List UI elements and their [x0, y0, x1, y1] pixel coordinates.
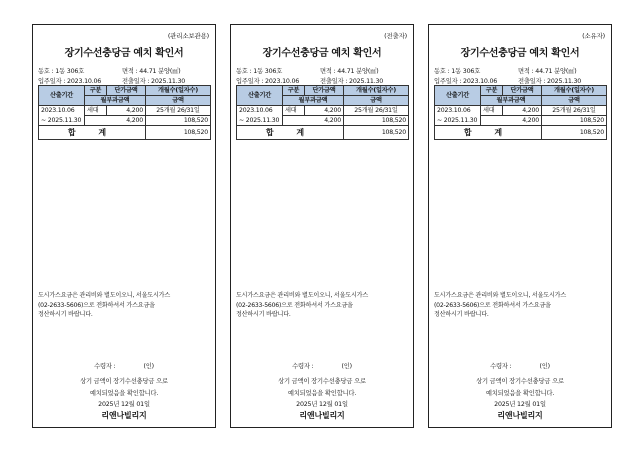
cell-monthly-amount: 4,200	[283, 116, 344, 126]
transfer-date: 전출일자 : 2025.11.30	[518, 78, 582, 85]
notice-line: (02-2633-5606)으로 전화하셔서 가스요금을	[38, 301, 155, 309]
header-unit-price: 단가금액	[107, 86, 146, 96]
total-label: 합 계	[237, 126, 344, 140]
notice-line: 도시가스요금은 관리비와 별도이오니, 서울도시가스	[434, 292, 567, 299]
cell-months: 25개월 26/31일	[344, 106, 409, 116]
seal-mark: (인)	[539, 363, 550, 370]
cell-unit-price: 4,200	[107, 106, 146, 116]
confirmation-text	[429, 376, 611, 411]
signer-name: 리앤나빌리지	[299, 411, 345, 420]
notice-line: 도시가스요금은 관리비와 별도이오니, 서울도시가스	[236, 292, 369, 299]
cell-amount: 108,520	[542, 116, 607, 126]
notice-line: (02-2633-5606)으로 전화하셔서 가스요금을	[434, 301, 551, 309]
confirm-line: 상기 금액이 장기수선충당금 으로	[80, 378, 168, 385]
cell-category: 세대	[283, 106, 305, 116]
notice-line: 정산하시기 바랍니다.	[434, 311, 489, 318]
recipient-line	[231, 361, 413, 370]
cell-period-start: 2023.10.06	[39, 106, 85, 116]
unit-info-line	[38, 66, 211, 75]
move-in-date: 입주일자 : 2023.10.06	[434, 78, 498, 85]
cell-unit-price: 4,200	[503, 106, 542, 116]
header-unit-price: 단가금액	[305, 86, 344, 96]
cell-period-end: ~ 2025.11.30	[237, 116, 283, 126]
cell-period-end: ~ 2025.11.30	[39, 116, 85, 126]
header-period: 산출기간	[435, 86, 481, 106]
issue-date: 2025년 12월 01일	[296, 401, 348, 408]
confirmation-text	[33, 376, 215, 411]
header-months: 개월수(일자수)	[542, 86, 607, 96]
deposit-table	[38, 85, 211, 140]
cell-unit-price: 4,200	[305, 106, 344, 116]
confirm-line: 예치되었음을 확인합니다.	[287, 389, 357, 397]
cell-category: 세대	[85, 106, 107, 116]
recipient-line	[33, 361, 215, 370]
header-monthly-amount: 월부과금액	[85, 96, 146, 106]
header-monthly-amount: 월부과금액	[283, 96, 344, 106]
total-amount: 108,520	[344, 126, 409, 140]
unit-number: 동호 : 1동 306호	[38, 68, 85, 75]
date-info-line	[38, 76, 211, 85]
total-amount: 108,520	[542, 126, 607, 140]
confirm-line: 상기 금액이 장기수선충당금 으로	[476, 378, 564, 385]
recipient-line	[429, 361, 611, 370]
copy-tag: (관리소보관용)	[167, 32, 209, 40]
signer-name: 리앤나빌리지	[497, 411, 543, 420]
cell-category: 세대	[481, 106, 503, 116]
date-info-line	[434, 76, 607, 85]
gas-notice	[38, 291, 211, 320]
seal-mark: (인)	[143, 363, 154, 370]
deposit-table	[434, 85, 607, 140]
recipient-label: 수령자 :	[94, 363, 116, 370]
confirmation-text	[231, 376, 413, 411]
date-info-line	[236, 76, 409, 85]
header-amount: 금액	[146, 96, 211, 106]
total-label: 합 계	[39, 126, 146, 140]
header-period: 산출기간	[237, 86, 283, 106]
document-title: 장기수선충당금 예치 확인서	[262, 48, 382, 59]
issue-date: 2025년 12월 01일	[494, 401, 546, 408]
slip-management-copy	[32, 24, 216, 428]
signer-name: 리앤나빌리지	[101, 411, 147, 420]
cell-months: 25개월 26/31일	[542, 106, 607, 116]
header-months: 개월수(일자수)	[146, 86, 211, 96]
document-title: 장기수선충당금 예치 확인서	[460, 48, 580, 59]
notice-line: 정산하시기 바랍니다.	[236, 311, 291, 318]
recipient-label: 수령자 :	[292, 363, 314, 370]
seal-mark: (인)	[341, 363, 352, 370]
gas-notice	[236, 291, 409, 320]
unit-info-line	[236, 66, 409, 75]
slip-mover-copy	[230, 24, 414, 428]
recipient-label: 수령자 :	[490, 363, 512, 370]
cell-period-end: ~ 2025.11.30	[435, 116, 481, 126]
unit-number: 동호 : 1동 306호	[236, 68, 283, 75]
confirm-line: 예치되었음을 확인합니다.	[89, 389, 159, 397]
header-category: 구분	[283, 86, 305, 96]
unit-number: 동호 : 1동 306호	[434, 68, 481, 75]
area: 면적 : 44.71 분양(㎡)	[518, 68, 577, 75]
cell-months: 25개월 26/31일	[146, 106, 211, 116]
deposit-table	[236, 85, 409, 140]
area: 면적 : 44.71 분양(㎡)	[122, 68, 181, 75]
confirm-line: 상기 금액이 장기수선충당금 으로	[278, 378, 366, 385]
area: 면적 : 44.71 분양(㎡)	[320, 68, 379, 75]
header-category: 구분	[481, 86, 503, 96]
cell-period-start: 2023.10.06	[237, 106, 283, 116]
confirm-line: 예치되었음을 확인합니다.	[485, 389, 555, 397]
total-label: 합 계	[435, 126, 542, 140]
cell-monthly-amount: 4,200	[481, 116, 542, 126]
cell-amount: 108,520	[344, 116, 409, 126]
copy-tag: (소유자)	[582, 32, 605, 40]
header-period: 산출기간	[39, 86, 85, 106]
header-amount: 금액	[542, 96, 607, 106]
header-unit-price: 단가금액	[503, 86, 542, 96]
move-in-date: 입주일자 : 2023.10.06	[236, 78, 300, 85]
total-amount: 108,520	[146, 126, 211, 140]
issue-date: 2025년 12월 01일	[98, 401, 150, 408]
cell-amount: 108,520	[146, 116, 211, 126]
transfer-date: 전출일자 : 2025.11.30	[122, 78, 186, 85]
cell-monthly-amount: 4,200	[85, 116, 146, 126]
notice-line: (02-2633-5606)으로 전화하셔서 가스요금을	[236, 301, 353, 309]
header-monthly-amount: 월부과금액	[481, 96, 542, 106]
gas-notice	[434, 291, 607, 320]
copy-tag: (전출자)	[384, 32, 407, 40]
notice-line: 도시가스요금은 관리비와 별도이오니, 서울도시가스	[38, 292, 171, 299]
header-months: 개월수(일자수)	[344, 86, 409, 96]
notice-line: 정산하시기 바랍니다.	[38, 311, 93, 318]
header-category: 구분	[85, 86, 107, 96]
unit-info-line	[434, 66, 607, 75]
document-title: 장기수선충당금 예치 확인서	[64, 48, 184, 59]
move-in-date: 입주일자 : 2023.10.06	[38, 78, 102, 85]
transfer-date: 전출일자 : 2025.11.30	[320, 78, 384, 85]
header-amount: 금액	[344, 96, 409, 106]
cell-period-start: 2023.10.06	[435, 106, 481, 116]
slip-owner-copy	[428, 24, 612, 428]
